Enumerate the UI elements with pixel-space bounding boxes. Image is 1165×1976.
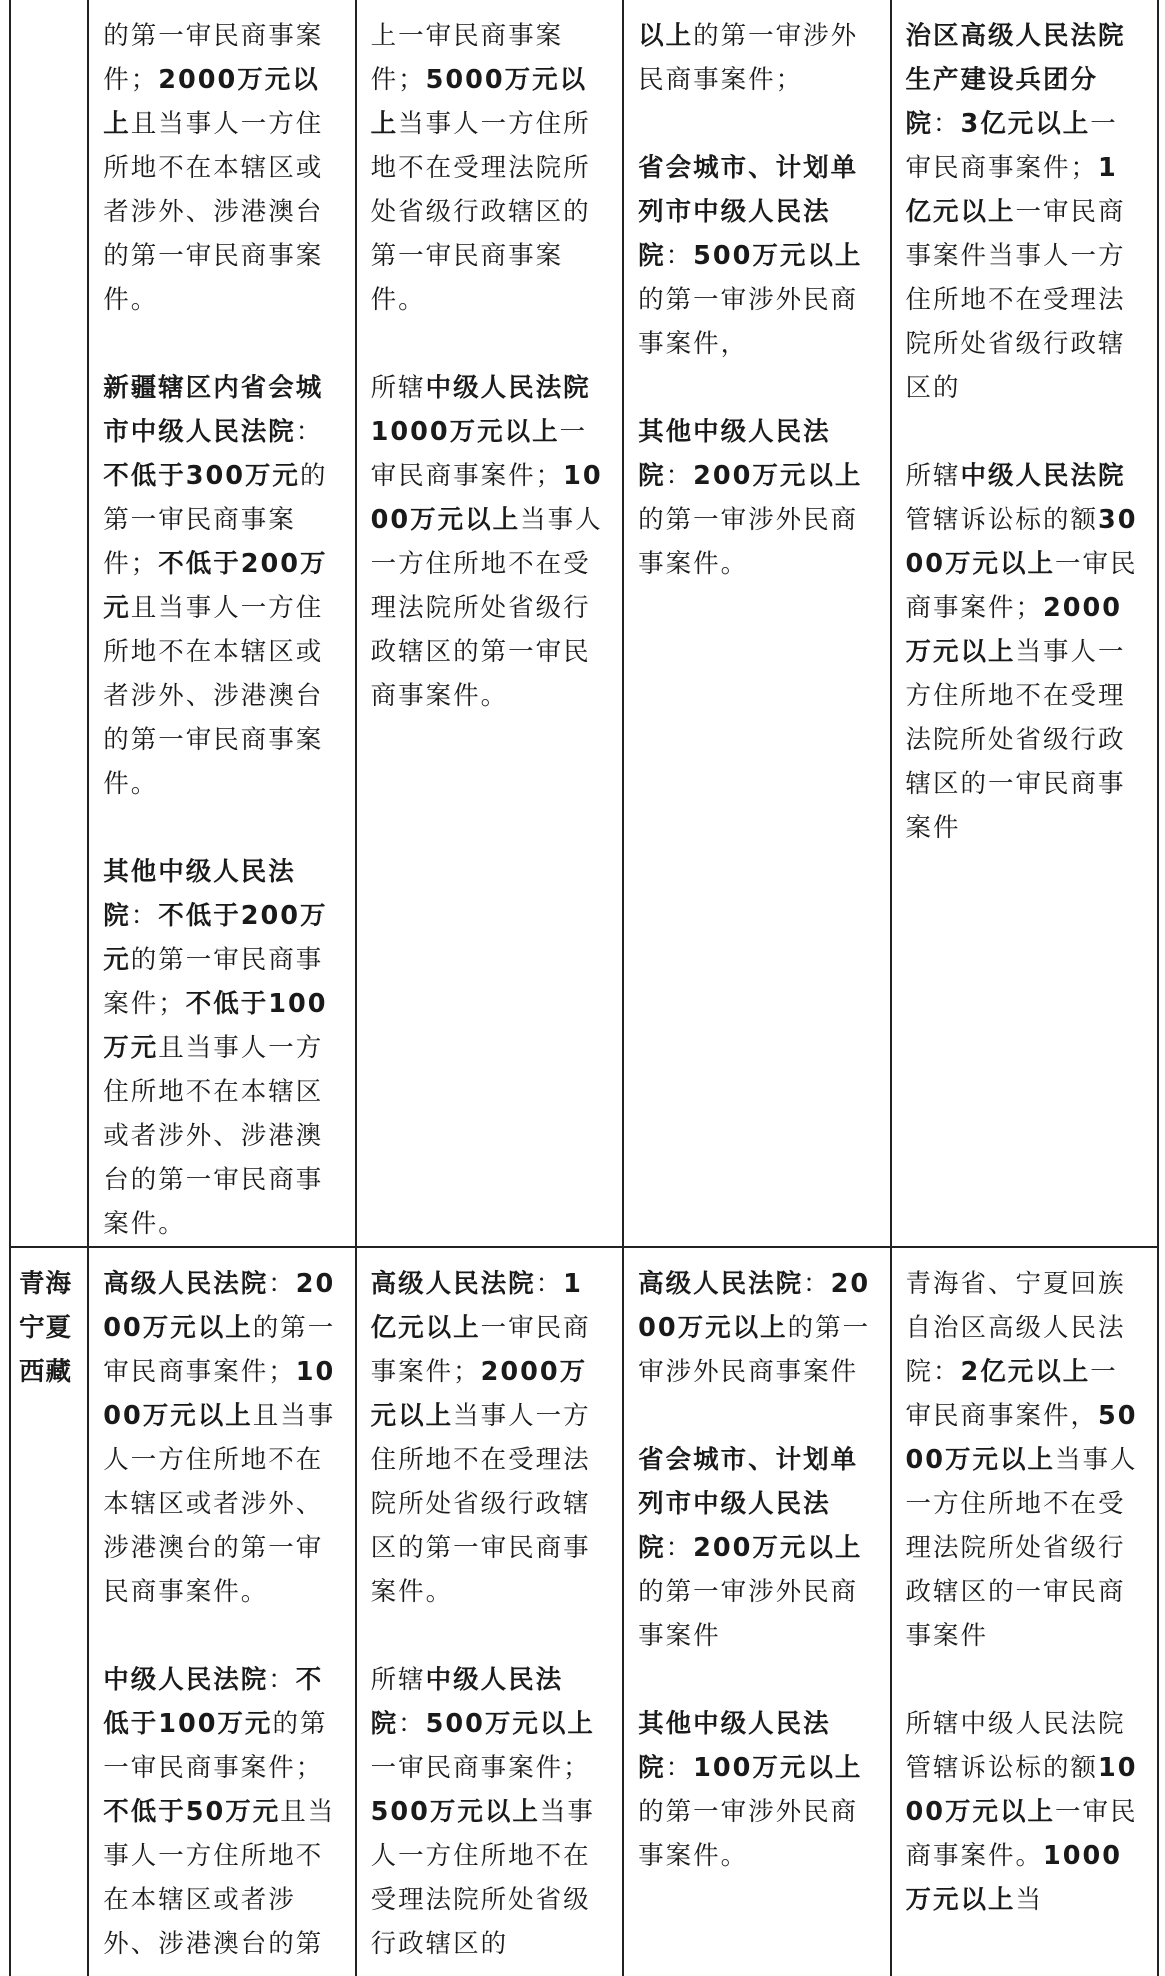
bold-text: 1亿元以上 bbox=[370, 1269, 583, 1343]
bold-text: 省会城市、计划单列市中级人民法院 bbox=[638, 153, 859, 271]
bold-text: 不低于300万元 bbox=[103, 461, 300, 491]
bold-text: 2000万元以上 bbox=[103, 1269, 336, 1343]
text-run: 的第一审民商事案件； bbox=[103, 1313, 336, 1387]
bold-text: 3000万元以上 bbox=[905, 505, 1138, 579]
text-run: 所辖中级人民法院管辖诉讼标的额 bbox=[905, 1709, 1126, 1783]
bold-text: 5000万元以上 bbox=[370, 65, 588, 139]
bold-text: 1亿元以上 bbox=[905, 153, 1118, 227]
cell-higher-court-threshold bbox=[356, 0, 623, 1247]
text-run: ： bbox=[803, 1269, 831, 1299]
cell-first-instance-civil bbox=[88, 0, 355, 1247]
bold-text: 治区高级人民法院生产建设兵团分院 bbox=[905, 21, 1126, 139]
cell-paragraph bbox=[906, 14, 1143, 410]
text-run: 且当事人一方住所地不在本辖区或者涉外、涉港澳台的第一审民商事案件。 bbox=[103, 1033, 324, 1239]
bold-text: 中级人民法院 bbox=[103, 1665, 269, 1695]
bold-text: 不低于200万元 bbox=[103, 549, 328, 623]
text-run: 一审民商事案件； bbox=[905, 549, 1138, 623]
bold-text: 省会城市、计划单列市中级人民法院 bbox=[638, 1445, 859, 1563]
bold-text: 2000万元以上 bbox=[638, 1269, 871, 1343]
bold-text: 2000万元以上 bbox=[103, 65, 320, 139]
text-run: 的第一审民商事案件； bbox=[103, 21, 324, 95]
text-run: 一审民商事案件， bbox=[905, 1357, 1118, 1431]
text-run: 的第一审涉外民商事案件， bbox=[638, 285, 859, 359]
bold-text: 2亿元以上 bbox=[960, 1357, 1091, 1387]
text-run: 当 bbox=[1015, 1885, 1044, 1915]
cell-paragraph bbox=[103, 850, 340, 1246]
cell-paragraph bbox=[638, 14, 875, 102]
text-run: 当事人一方住所地不在受理法院所处省级行政辖区的第一审民商事案件。 bbox=[370, 109, 591, 315]
bold-text: 高级人民法院 bbox=[103, 1269, 269, 1299]
text-run: 当事人一方住所地不在受理法院所处省级行政辖区的一审民商事案件 bbox=[905, 637, 1126, 843]
text-run: 且当事人一方住所地不在本辖区或者涉外、涉港澳台的第一审民商事案件。 bbox=[103, 593, 324, 799]
text-run: ： bbox=[295, 417, 324, 447]
bold-text: 1000万元以上 bbox=[905, 1753, 1138, 1827]
text-run: 一审民商事案件当事人一方住所地不在受理法院所处省级行政辖区的 bbox=[905, 197, 1126, 403]
text-run: 一审民商事案件； bbox=[370, 1753, 591, 1783]
cell-paragraph bbox=[371, 1262, 608, 1614]
text-run: 一审民商事案件。 bbox=[905, 1797, 1138, 1871]
bold-text: 高级人民法院 bbox=[638, 1269, 804, 1299]
cell-paragraph bbox=[906, 1702, 1143, 1922]
text-run: 的第一审涉外民商事案件 bbox=[638, 1313, 871, 1387]
bold-text: 5000万元以上 bbox=[905, 1401, 1138, 1475]
text-run: 当事人一方住所地不在受理法院所处省级行政辖区的一审民商事案件 bbox=[905, 1445, 1138, 1651]
text-run: ： bbox=[933, 109, 961, 139]
cell-paragraph bbox=[906, 1262, 1143, 1658]
bold-text: 200万元以上 bbox=[693, 1533, 863, 1563]
bold-text: 其他中级人民法院 bbox=[638, 1709, 831, 1783]
cell-paragraph bbox=[638, 146, 875, 366]
text-run: ： bbox=[535, 1269, 564, 1299]
cell-paragraph bbox=[638, 1702, 875, 1878]
text-run: 当事人一方住所地不在受理法院所处省级行政辖区的第一审民商事案件。 bbox=[370, 1401, 591, 1607]
bold-text: 不低于100万元 bbox=[103, 1665, 324, 1739]
bold-text: 200万元以上 bbox=[693, 461, 863, 491]
text-run: ： bbox=[268, 1665, 296, 1695]
text-run: 的第一审涉外民商事案件。 bbox=[638, 1797, 859, 1871]
cell-special-courts bbox=[891, 1247, 1158, 1976]
text-run: 所辖 bbox=[905, 461, 961, 491]
cell-paragraph bbox=[103, 14, 340, 322]
text-run: 的第一审涉外民商事案件； bbox=[638, 21, 859, 95]
text-run: 且当事人一方住所地不在本辖区或者涉外、涉港澳台的第一审民商事案件。 bbox=[103, 109, 324, 315]
text-run: ： bbox=[665, 1533, 694, 1563]
text-run: 的第一审民商事案件； bbox=[103, 945, 324, 1019]
text-run: ： bbox=[665, 461, 694, 491]
text-run: ： bbox=[268, 1269, 296, 1299]
bold-text: 新疆辖区内省会城市中级人民法院 bbox=[103, 373, 324, 447]
text-run: 的第一审涉外民商事案件 bbox=[638, 1577, 859, 1651]
cell-first-instance-civil bbox=[88, 1247, 355, 1976]
text-run: 的第一审民商事案件； bbox=[103, 461, 328, 579]
cell-paragraph bbox=[638, 1262, 875, 1394]
text-run: 的第一审涉外民商事案件。 bbox=[638, 505, 859, 579]
bold-text: 3亿元以上 bbox=[960, 109, 1091, 139]
cell-paragraph bbox=[906, 454, 1143, 850]
region-cell: 青海宁夏西藏 bbox=[10, 1247, 88, 1976]
jurisdiction-table bbox=[9, 0, 1159, 1976]
text-run: 管辖诉讼标的额 bbox=[905, 505, 1099, 535]
text-run: 所辖 bbox=[370, 1665, 426, 1695]
region-cell bbox=[10, 0, 88, 1247]
cell-paragraph bbox=[371, 14, 608, 322]
cell-paragraph bbox=[371, 366, 608, 718]
text-run: 一审民商事案件； bbox=[370, 417, 588, 491]
bold-text: 其他中级人民法院 bbox=[638, 417, 831, 491]
cell-paragraph bbox=[103, 1262, 340, 1614]
text-run: 上一审民商事案件； bbox=[370, 21, 564, 95]
cell-paragraph bbox=[638, 410, 875, 586]
table-row bbox=[10, 0, 1158, 1247]
bold-text: 2000万元以上 bbox=[370, 1357, 588, 1431]
bold-text: 500万元以上 bbox=[425, 1709, 595, 1739]
text-run: 的第一审民商事案件； bbox=[103, 1709, 328, 1783]
bold-text: 不低于50万元 bbox=[103, 1797, 281, 1827]
bold-text: 1000万元以上 bbox=[905, 1841, 1123, 1915]
cell-paragraph bbox=[371, 1658, 608, 1966]
text-run: 青海省、宁夏回族自治区高级人民法院： bbox=[905, 1269, 1126, 1387]
text-run: 所辖 bbox=[370, 373, 426, 403]
text-run: 当事人一方住所地不在受理法院所处省级行政辖区的 bbox=[370, 1797, 595, 1959]
bold-text: 中级人民法院 bbox=[960, 461, 1126, 491]
text-run: 且当事人一方住所地不在本辖区或者涉外、涉港澳台的第 bbox=[103, 1797, 336, 1959]
table-row bbox=[10, 1247, 1158, 1976]
cell-paragraph bbox=[103, 366, 340, 806]
cell-higher-court-threshold bbox=[356, 1247, 623, 1976]
text-run: 一审民商事案件； bbox=[370, 1313, 591, 1387]
cell-foreign-related bbox=[623, 0, 890, 1247]
bold-text: 高级人民法院 bbox=[370, 1269, 536, 1299]
text-run: ： bbox=[665, 241, 694, 271]
bold-text: 以上 bbox=[638, 21, 694, 51]
bold-text: 不低于200万元 bbox=[103, 901, 328, 975]
cell-paragraph bbox=[103, 1658, 340, 1966]
text-run: 且当事人一方住所地不在本辖区或者涉外、涉港澳台的第一审民商事案件。 bbox=[103, 1401, 336, 1607]
bold-text: 500万元以上 bbox=[370, 1797, 540, 1827]
bold-text: 不低于100万元 bbox=[103, 989, 328, 1063]
text-run: 当事人一方住所地不在受理法院所处省级行政辖区的第一审民商事案件。 bbox=[370, 505, 603, 711]
bold-text: 2000万元以上 bbox=[905, 593, 1123, 667]
bold-text: 中级人民法院 bbox=[370, 1665, 564, 1739]
bold-text: 500万元以上 bbox=[693, 241, 863, 271]
cell-special-courts bbox=[891, 0, 1158, 1247]
text-run: 一审民商事案件； bbox=[905, 109, 1118, 183]
cell-paragraph bbox=[638, 1438, 875, 1658]
text-run: ： bbox=[398, 1709, 426, 1739]
bold-text: 1000万元以上 bbox=[103, 1357, 336, 1431]
bold-text: 中级人民法院1000万元以上 bbox=[370, 373, 591, 447]
cell-foreign-related bbox=[623, 1247, 890, 1976]
text-run: ： bbox=[665, 1753, 694, 1783]
text-run: ： bbox=[130, 901, 159, 931]
bold-text: 1000万元以上 bbox=[370, 461, 603, 535]
bold-text: 其他中级人民法院 bbox=[103, 857, 296, 931]
bold-text: 100万元以上 bbox=[693, 1753, 863, 1783]
